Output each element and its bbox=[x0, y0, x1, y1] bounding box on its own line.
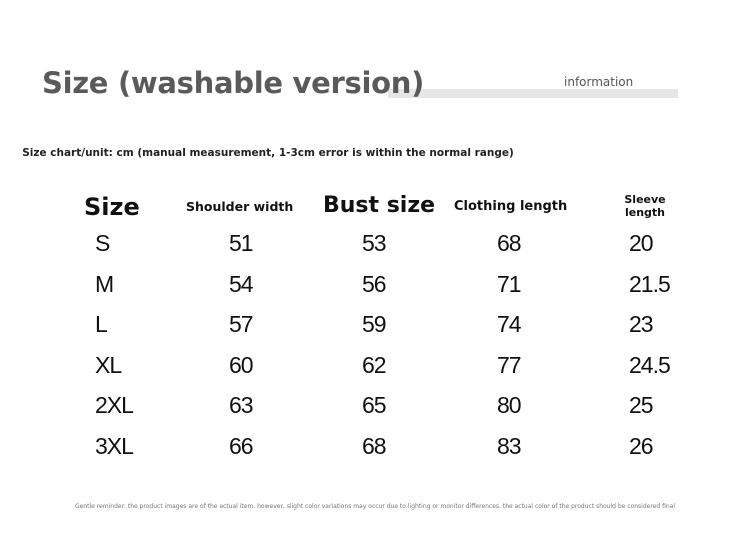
table-row bbox=[0, 386, 750, 427]
cell-size: 2XL bbox=[95, 392, 133, 418]
cell-shoulder-width: 51 bbox=[229, 230, 253, 256]
cell-size: M bbox=[95, 270, 114, 297]
table-row bbox=[0, 265, 750, 306]
cell-sleeve-length: 26 bbox=[629, 432, 653, 459]
cell-shoulder-width: 63 bbox=[229, 392, 253, 418]
table-row bbox=[0, 427, 750, 468]
cell-sleeve-length: 25 bbox=[629, 392, 653, 418]
info-label: information bbox=[564, 75, 634, 89]
cell-bust-size: 59 bbox=[362, 311, 386, 337]
cell-sleeve-length: 24.5 bbox=[629, 351, 670, 378]
cell-bust-size: 65 bbox=[362, 392, 386, 418]
column-header-shoulder-width: Shoulder width bbox=[186, 199, 294, 214]
size-table bbox=[0, 224, 750, 467]
title-underline-bar bbox=[388, 89, 678, 98]
column-header-clothing-length: Clothing length bbox=[454, 199, 568, 214]
cell-bust-size: 68 bbox=[362, 432, 386, 459]
column-header-size: Size bbox=[84, 193, 140, 221]
cell-size: L bbox=[95, 311, 107, 337]
page-title: Size (washable version) bbox=[42, 66, 425, 100]
cell-sleeve-length: 23 bbox=[629, 311, 653, 337]
cell-size: XL bbox=[95, 351, 122, 378]
cell-size: 3XL bbox=[95, 432, 133, 459]
table-row bbox=[0, 346, 750, 387]
cell-shoulder-width: 66 bbox=[229, 432, 253, 459]
column-header-sleeve-length: Sleeve length bbox=[624, 193, 666, 219]
cell-size: S bbox=[95, 230, 110, 256]
cell-clothing-length: 68 bbox=[497, 230, 521, 256]
cell-clothing-length: 80 bbox=[497, 392, 521, 418]
table-row bbox=[0, 305, 750, 346]
cell-clothing-length: 83 bbox=[497, 432, 521, 459]
cell-shoulder-width: 60 bbox=[229, 351, 253, 378]
cell-clothing-length: 74 bbox=[497, 311, 521, 337]
cell-sleeve-length: 21.5 bbox=[629, 270, 670, 297]
footer-disclaimer: Gentle reminder: the product images are of the actual item. however, slight color variations may occur due to lighting or monitor differences. the actual color of the product should be considered final bbox=[74, 503, 676, 510]
cell-shoulder-width: 54 bbox=[229, 270, 253, 297]
cell-sleeve-length: 20 bbox=[629, 230, 653, 256]
cell-bust-size: 53 bbox=[362, 230, 386, 256]
cell-shoulder-width: 57 bbox=[229, 311, 253, 337]
cell-bust-size: 56 bbox=[362, 270, 386, 297]
cell-bust-size: 62 bbox=[362, 351, 386, 378]
cell-clothing-length: 71 bbox=[497, 270, 521, 297]
column-header-bust-size: Bust size bbox=[323, 193, 436, 218]
size-chart-subtitle: Size chart/unit: cm (manual measurement, 1-3cm error is within the normal range) bbox=[22, 147, 514, 159]
table-row bbox=[0, 224, 750, 265]
cell-clothing-length: 77 bbox=[497, 351, 521, 378]
